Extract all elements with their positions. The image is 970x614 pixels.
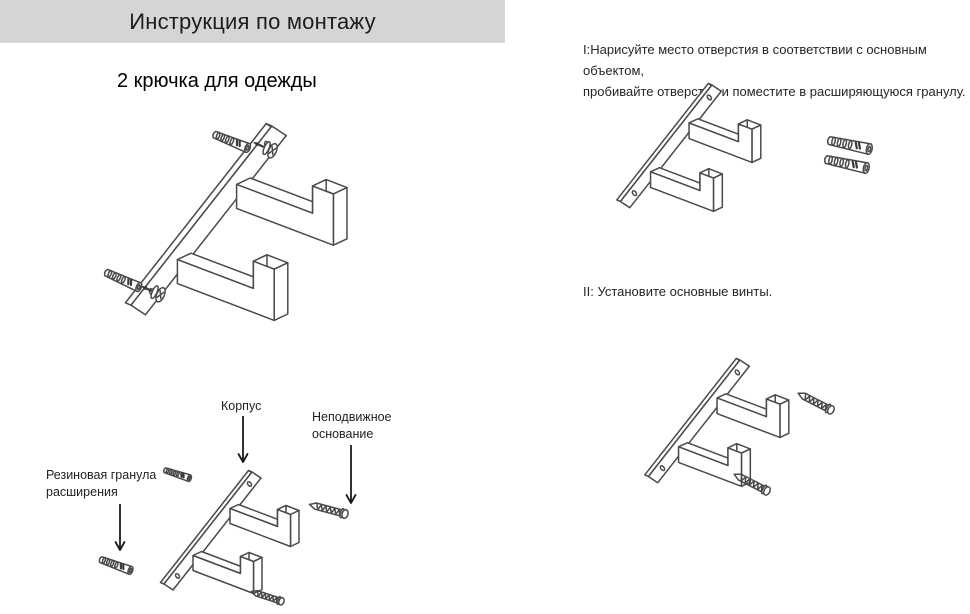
hook-plate-drawing (645, 358, 789, 486)
down-arrow-icon (343, 445, 359, 505)
wall-plug-icon (103, 268, 143, 293)
step1-line2: пробивайте отверстия и поместите в расширяющуюся гранулу. (583, 84, 966, 99)
step1-parts-diagram (612, 74, 912, 224)
title-bar (0, 0, 505, 43)
wall-plug-icon (211, 130, 251, 154)
hook-plate-drawing (161, 471, 300, 594)
wall-plug-icon (827, 135, 874, 155)
exploded-labeled-diagram (88, 428, 418, 614)
callout-fixed-base-label: Неподвижное основание (312, 410, 392, 441)
hook-plate-drawing (617, 83, 761, 211)
callout-expansion-granule-label: Резиновая гранула расширения (46, 468, 157, 499)
product-subtitle: 2 крючка для одежды (117, 70, 317, 92)
down-arrow-icon (112, 504, 128, 552)
wall-plug-icon (163, 467, 192, 482)
down-arrow-icon (235, 416, 251, 464)
screw-icon (250, 588, 285, 606)
wall-plug-icon (824, 154, 871, 174)
assembled-hooks-diagram (100, 96, 350, 324)
step1-line1: I:Нарисуйте место отверстия в соответствии с основным объектом, (583, 42, 927, 78)
callout-body-label: Корпус (221, 399, 262, 413)
step2-install-diagram (630, 338, 910, 553)
wall-plug-icon (98, 555, 134, 575)
screw-icon (796, 389, 836, 415)
page-title: Инструкция по монтажу (129, 8, 376, 34)
step2-instruction: II: Установите основные винты. (583, 284, 773, 299)
